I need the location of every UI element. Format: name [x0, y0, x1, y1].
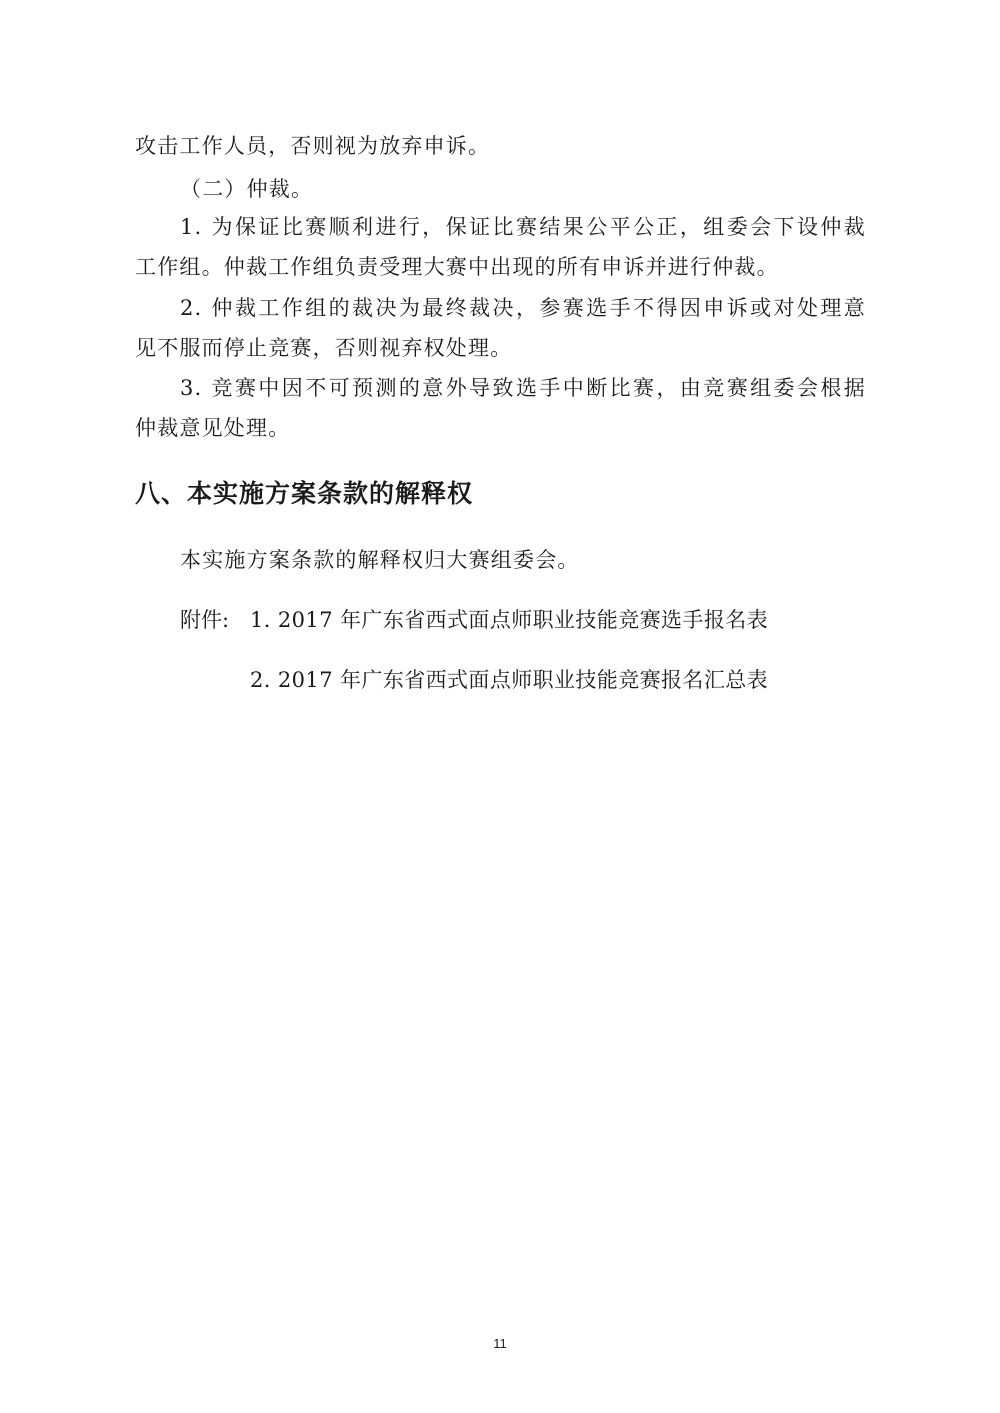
item-2-line-2: 见不服而停止竞赛，否则视弃权处理。: [135, 336, 513, 360]
attachments-label: 附件:: [180, 608, 230, 632]
page-number: 11: [493, 1336, 507, 1351]
item-1-line-1: 1. 为保证比赛顺利进行，保证比赛结果公平公正，组委会下设仲裁: [180, 215, 866, 239]
item-2-line-1: 2. 仲裁工作组的裁决为最终裁决，参赛选手不得因申诉或对处理意: [180, 296, 866, 320]
section-heading-interpretation: 八、本实施方案条款的解释权: [135, 479, 474, 508]
item-1-line-2: 工作组。仲裁工作组负责受理大赛中出现的所有申诉并进行仲裁。: [135, 255, 779, 279]
item-3-line-2: 仲裁意见处理。: [135, 416, 291, 440]
interpretation-paragraph: 本实施方案条款的解释权归大赛组委会。: [180, 548, 580, 572]
item-3-line-1: 3. 竞赛中因不可预测的意外导致选手中断比赛，由竞赛组委会根据: [180, 376, 866, 400]
attachment-item-1: 1. 2017 年广东省西式面点师职业技能竞赛选手报名表: [250, 608, 769, 632]
paragraph-line: 攻击工作人员，否则视为放弃申诉。: [135, 134, 491, 158]
attachment-item-2: 2. 2017 年广东省西式面点师职业技能竞赛报名汇总表: [250, 668, 769, 692]
subsection-title-arbitration: （二）仲裁。: [180, 177, 314, 201]
